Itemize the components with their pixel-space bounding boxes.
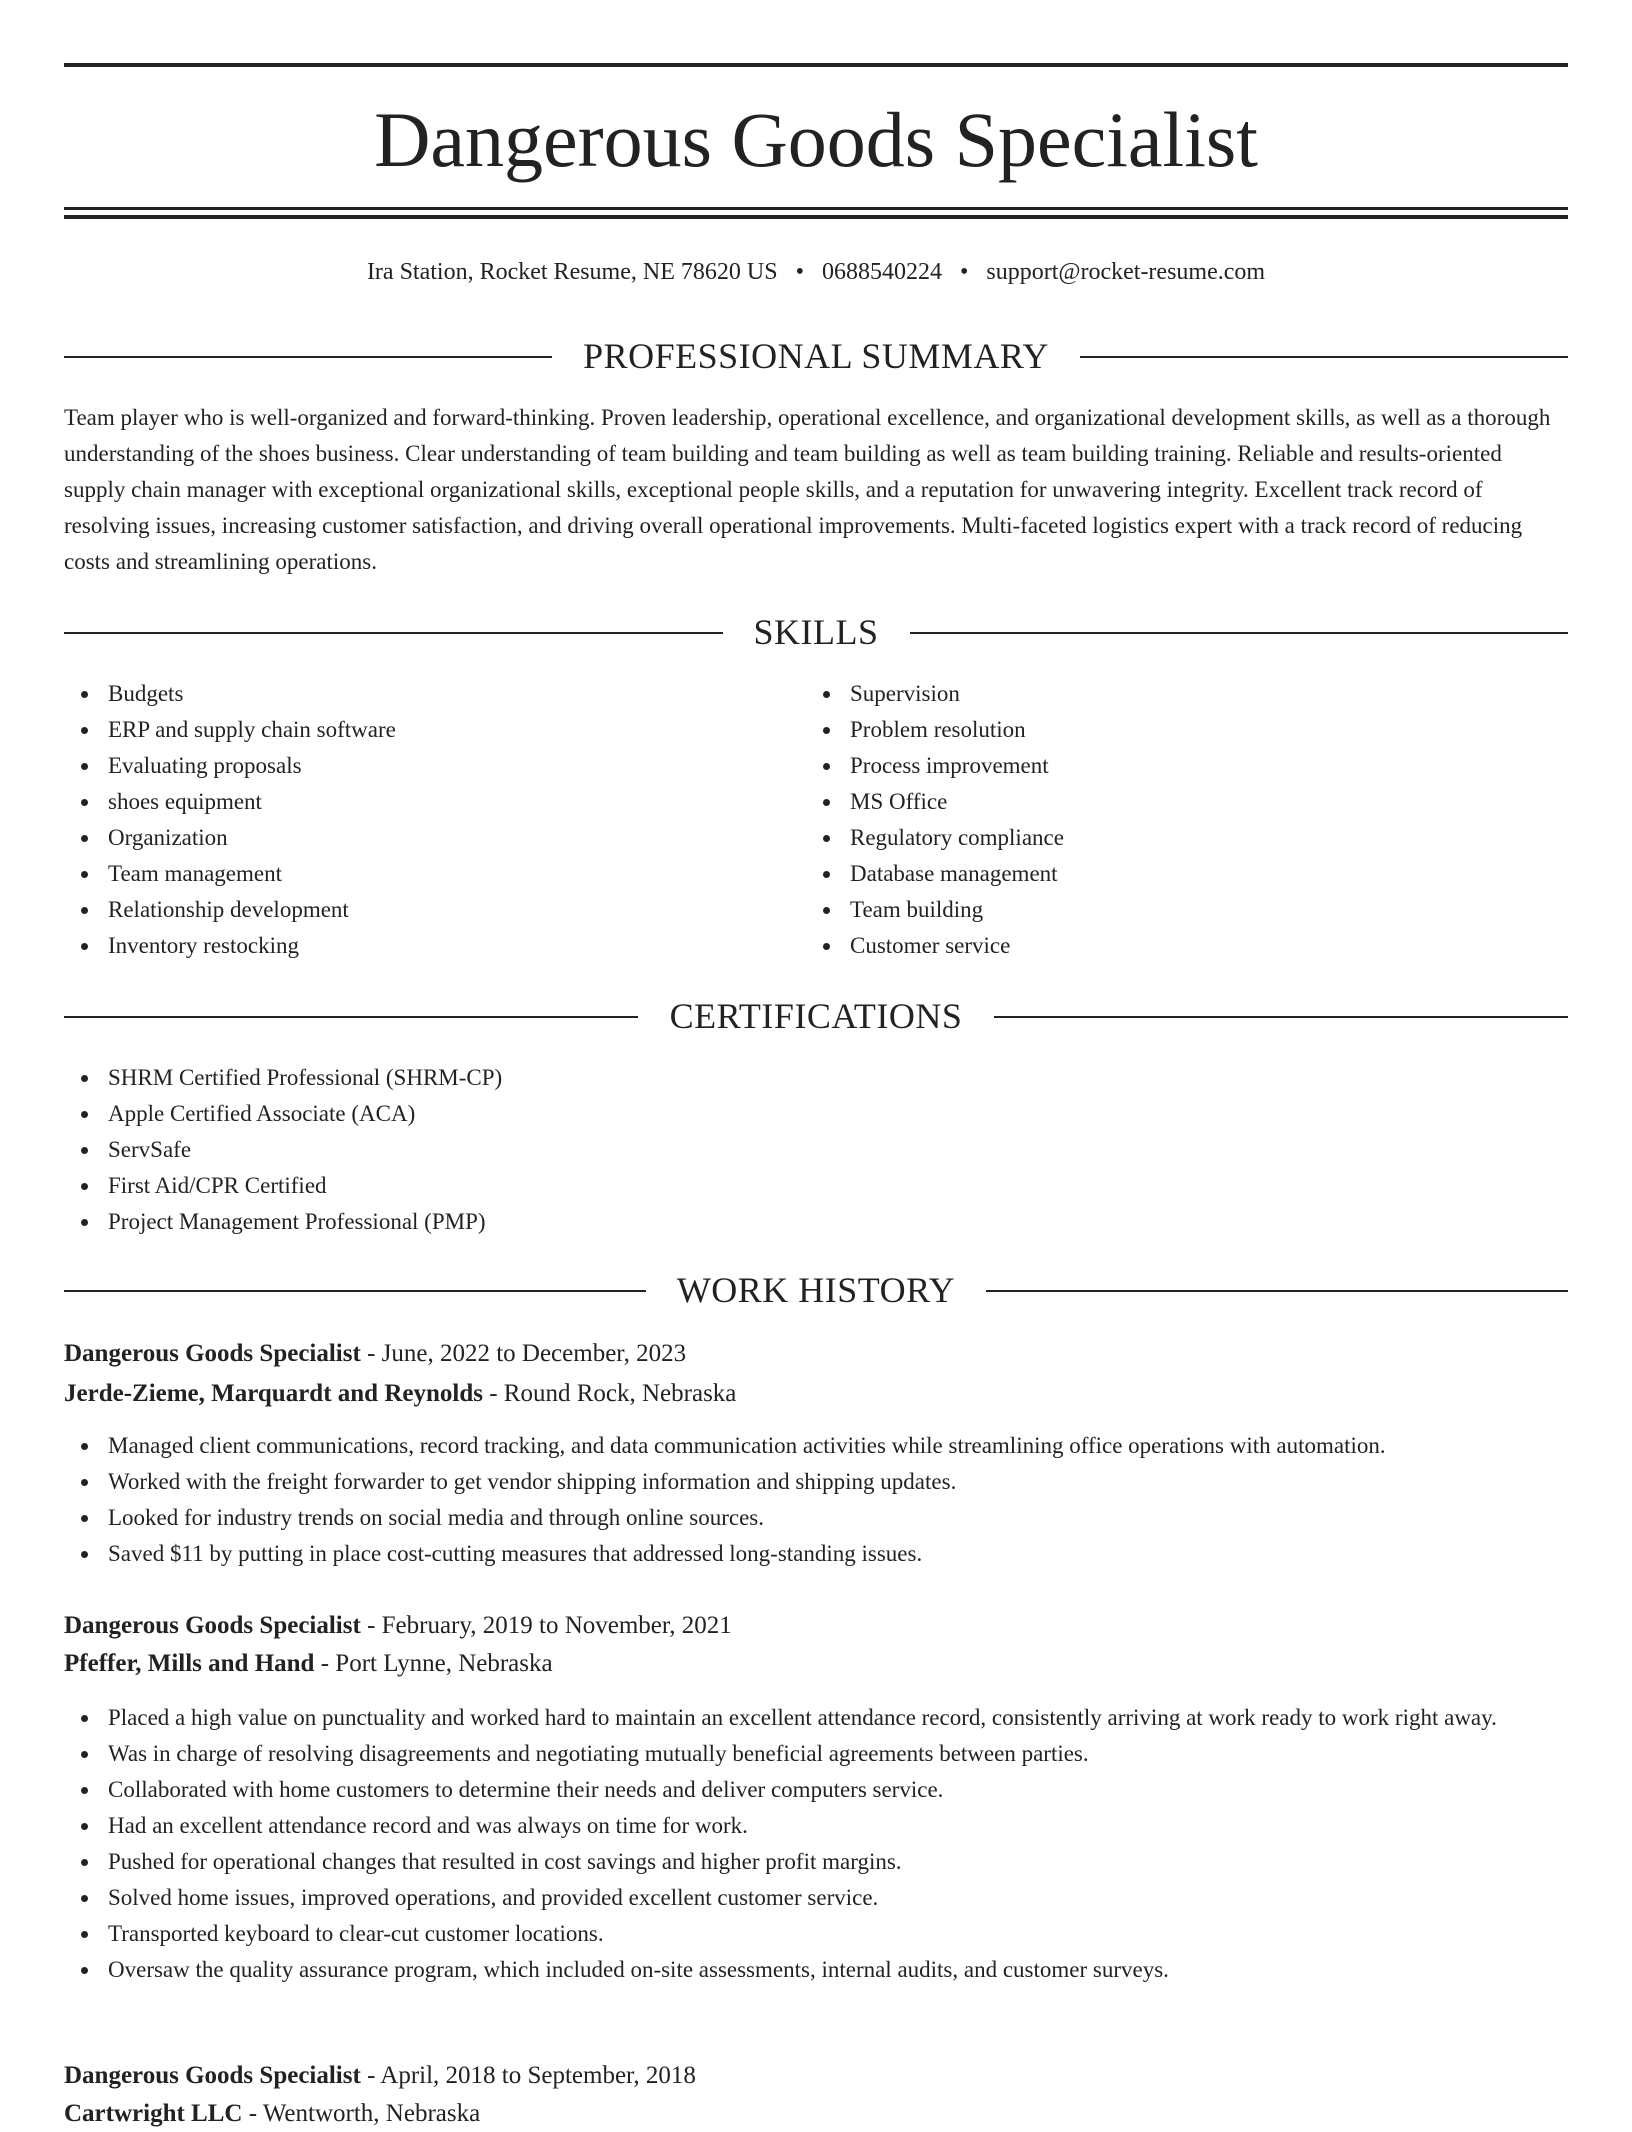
contact-separator: • (795, 259, 804, 285)
contact-line (64, 254, 1568, 290)
section-header-certifications (64, 994, 1568, 1038)
contact-address: Ira Station, Rocket Resume, NE 78620 US (366, 259, 778, 285)
job-bullets (64, 1428, 1568, 1572)
contact-email[interactable]: support@rocket-resume.com (986, 259, 1266, 285)
job-dates: - February, 2019 to November, 2021 (360, 1612, 732, 1639)
job-bullet: Placed a high value on punctuality and worked hard to maintain an excellent attendance record, consistently arriving at work ready to work right away. (64, 1700, 1568, 1736)
job-company: Pfeffer, Mills and Hand (64, 1650, 315, 1677)
section-header-skills (64, 610, 1568, 654)
job-bullet: Looked for industry trends on social media and through online sources. (64, 1500, 1568, 1536)
job-title-line (64, 2058, 1568, 2094)
job-bullet: Oversaw the quality assurance program, which included on-site assessments, internal audits, and customer surveys. (64, 1952, 1568, 1988)
job-bullet: Transported keyboard to clear-cut customer locations. (64, 1916, 1568, 1952)
skill-item: Customer service (806, 928, 1566, 964)
skill-item: Evaluating proposals (64, 748, 804, 784)
skills-list-left (64, 676, 804, 964)
job-bullet: Collaborated with home customers to determine their needs and deliver computers service. (64, 1772, 1568, 1808)
skills-list-right (806, 676, 1566, 964)
contact-separator: • (959, 259, 969, 285)
section-title: PROFESSIONAL SUMMARY (583, 336, 1049, 376)
certifications-list (64, 1060, 1568, 1240)
job-location: - Port Lynne, Nebraska (314, 1650, 553, 1677)
job-bullet: Saved $11 by putting in place cost-cutting measures that addressed long-standing issues. (64, 1536, 1568, 1572)
section-title: WORK HISTORY (676, 1270, 956, 1310)
certification-item: ServSafe (64, 1132, 1568, 1168)
skill-item: Inventory restocking (64, 928, 804, 964)
header-rule-upper (64, 207, 1568, 210)
skill-item: MS Office (806, 784, 1566, 820)
skill-item: Process improvement (806, 748, 1566, 784)
job-bullet: Solved home issues, improved operations, and provided excellent customer service. (64, 1880, 1568, 1916)
job-company: Cartwright LLC (64, 2100, 243, 2127)
contact-phone[interactable]: 0688540224 (821, 259, 942, 285)
job-title-line (64, 1608, 1568, 1644)
job-bullets (64, 1700, 1568, 1988)
skill-item: ERP and supply chain software (64, 712, 804, 748)
job-title: Dangerous Goods Specialist (64, 1612, 361, 1639)
top-rule (64, 63, 1568, 67)
job-bullet: Was in charge of resolving disagreements and negotiating mutually beneficial agreements between parties. (64, 1736, 1568, 1772)
skill-item: Relationship development (64, 892, 804, 928)
summary-text: Team player who is well-organized and forward-thinking. Proven leadership, operational excellence, and organizational development skills, as well as a thorough understanding of the shoes business. Clear understanding of team building and team building as well as team building training. Reliable and results-oriented supply chain manager with exceptional organizational skills, exceptional people skills, and a reputation for unwavering integrity. Excellent track record of resolving issues, increasing customer satisfaction, and driving overall operational improvements. Multi-faceted logistics expert with a track record of reducing costs and streamlining operations. (64, 405, 1551, 574)
skill-item: Problem resolution (806, 712, 1566, 748)
job-location: - Wentworth, Nebraska (242, 2100, 481, 2127)
section-header-summary (64, 334, 1568, 378)
certification-item: SHRM Certified Professional (SHRM-CP) (64, 1060, 1568, 1096)
job-bullet: Worked with the freight forwarder to get vendor shipping information and shipping updates. (64, 1464, 1568, 1500)
skill-item: shoes equipment (64, 784, 804, 820)
skill-item: Database management (806, 856, 1566, 892)
job-company-line (64, 1376, 1568, 1412)
job-bullet: Managed client communications, record tracking, and data communication activities while streamlining office operations with automation. (64, 1428, 1568, 1464)
skill-item: Team building (806, 892, 1566, 928)
skill-item: Regulatory compliance (806, 820, 1566, 856)
job-title: Dangerous Goods Specialist (64, 1340, 361, 1367)
job-company: Jerde-Zieme, Marquardt and Reynolds (64, 1380, 483, 1407)
job-title: Dangerous Goods Specialist (64, 2062, 361, 2089)
job-title-line (64, 1336, 1568, 1372)
skill-item: Team management (64, 856, 804, 892)
certification-item: Apple Certified Associate (ACA) (64, 1096, 1568, 1132)
job-bullet: Had an excellent attendance record and was always on time for work. (64, 1808, 1568, 1844)
skill-item: Organization (64, 820, 804, 856)
skill-item: Budgets (64, 676, 804, 712)
skill-item: Supervision (806, 676, 1566, 712)
job-location: - Round Rock, Nebraska (482, 1380, 737, 1407)
section-title: SKILLS (753, 612, 879, 652)
section-header-work-history (64, 1268, 1568, 1312)
certification-item: First Aid/CPR Certified (64, 1168, 1568, 1204)
resume-name: Dangerous Goods Specialist (374, 96, 1258, 183)
job-dates: - June, 2022 to December, 2023 (360, 1340, 687, 1367)
section-title: CERTIFICATIONS (669, 996, 963, 1036)
job-company-line (64, 2096, 1568, 2132)
certification-item: Project Management Professional (PMP) (64, 1204, 1568, 1240)
job-dates: - April, 2018 to September, 2018 (360, 2062, 696, 2089)
header-rule-lower (64, 215, 1568, 219)
job-bullet: Pushed for operational changes that resulted in cost savings and higher profit margins. (64, 1844, 1568, 1880)
job-company-line (64, 1646, 1568, 1682)
